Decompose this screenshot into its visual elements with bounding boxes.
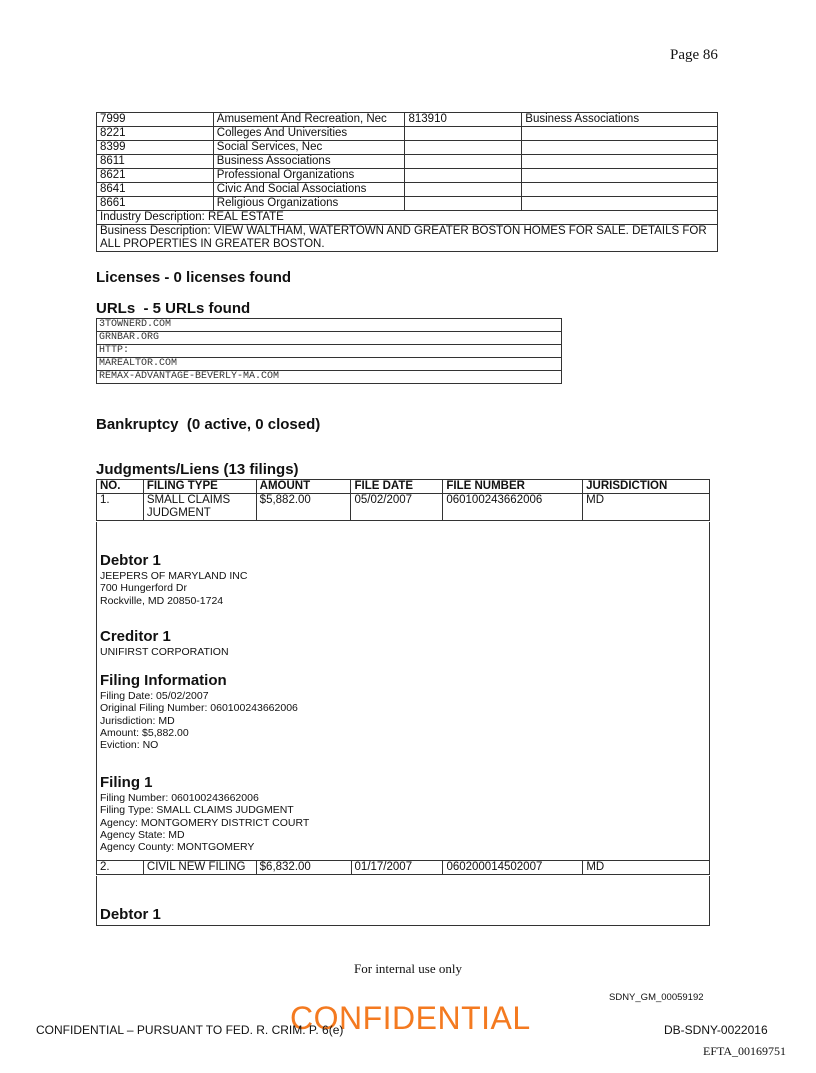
judgments-heading: Judgments/Liens (13 filings) — [96, 461, 299, 478]
table-cell: 1. — [97, 494, 144, 521]
table-cell: 01/17/2007 — [351, 861, 443, 875]
filing-heading: Filing 1 — [100, 774, 153, 791]
table-cell: 7999 — [97, 113, 214, 127]
page-number: Page 86 — [670, 47, 718, 63]
table-cell: 8661 — [97, 197, 214, 211]
table-cell: 8221 — [97, 127, 214, 141]
creditor-heading: Creditor 1 — [100, 628, 171, 645]
table-cell — [522, 183, 718, 197]
filing-information-heading: Filing Information — [100, 672, 227, 689]
table-cell: Amusement And Recreation, Nec — [213, 113, 405, 127]
filing-info-line: Jurisdiction: MD — [100, 714, 175, 727]
url-cell: HTTP: — [97, 345, 562, 358]
table-cell: Colleges And Universities — [213, 127, 405, 141]
table-cell — [405, 155, 522, 169]
url-cell: REMAX-ADVANTAGE-BEVERLY-MA.COM — [97, 371, 562, 384]
filing-line: Agency: MONTGOMERY DISTRICT COURT — [100, 816, 310, 829]
table-cell: 8399 — [97, 141, 214, 155]
licenses-heading: Licenses - 0 licenses found — [96, 269, 292, 286]
filing-info-line: Eviction: NO — [100, 739, 159, 752]
table-cell: 8641 — [97, 183, 214, 197]
column-header: FILING TYPE — [143, 480, 256, 494]
filing-line: Filing Number: 060100243662006 — [100, 792, 259, 804]
filing-line: Agency County: MONTGOMERY — [100, 841, 255, 854]
table-row — [97, 169, 718, 183]
table-cell — [522, 141, 718, 155]
business-description: Business Description: VIEW WALTHAM, WATERTOWN AND GREATER BOSTON HOMES FOR SALE. DETAILS FOR ALL PROPERTIES IN GREATER BOSTON. — [97, 225, 718, 252]
table-row — [97, 197, 718, 211]
table-cell — [405, 141, 522, 155]
table-cell: $5,882.00 — [256, 494, 351, 521]
table-cell: CIVIL NEW FILING — [143, 861, 256, 875]
table-cell — [522, 127, 718, 141]
table-cell: $6,832.00 — [256, 861, 351, 875]
table-cell: Business Associations — [213, 155, 405, 169]
table-cell: 060200014502007 — [443, 861, 583, 875]
table-cell — [522, 155, 718, 169]
debtor-heading: Debtor 1 — [100, 552, 161, 569]
table-row — [97, 127, 718, 141]
column-header: NO. — [97, 480, 144, 494]
debtor-line: Rockville, MD 20850-1724 — [100, 594, 224, 607]
filing-info-line: Amount: $5,882.00 — [100, 726, 189, 739]
filing-info-line: Original Filing Number: 060100243662006 — [100, 702, 298, 715]
url-cell: 3TOWNERD.COM — [97, 319, 562, 332]
url-cell: GRNBAR.ORG — [97, 332, 562, 345]
efta-number: EFTA_00169751 — [703, 1044, 787, 1058]
industry-codes-table — [96, 112, 718, 252]
filing-line: Agency State: MD — [100, 828, 185, 841]
table-row — [97, 141, 718, 155]
table-cell: Professional Organizations — [213, 169, 405, 183]
table-cell: 813910 — [405, 113, 522, 127]
judgment-1-details — [96, 522, 710, 861]
confidential-notice: CONFIDENTIAL – PURSUANT TO FED. R. CRIM. P. 6(e) — [36, 1023, 344, 1037]
table-cell: Religious Organizations — [213, 197, 405, 211]
url-row — [97, 319, 562, 332]
creditor-line: UNIFIRST CORPORATION — [100, 646, 229, 658]
judgments-table-continued — [96, 860, 710, 875]
table-cell — [522, 197, 718, 211]
url-row — [97, 371, 562, 384]
table-row — [97, 861, 710, 875]
table-cell — [405, 127, 522, 141]
table-cell: Civic And Social Associations — [213, 183, 405, 197]
table-cell: 2. — [97, 861, 144, 875]
url-row — [97, 345, 562, 358]
bankruptcy-heading: Bankruptcy (0 active, 0 closed) — [96, 416, 321, 433]
filing-info-line: Filing Date: 05/02/2007 — [100, 690, 209, 702]
table-cell: MD — [583, 494, 710, 521]
industry-description: Industry Description: REAL ESTATE — [97, 211, 718, 225]
column-header: AMOUNT — [256, 480, 351, 494]
table-cell: 8611 — [97, 155, 214, 169]
urls-heading: URLs - 5 URLs found — [96, 300, 251, 317]
urls-table — [96, 318, 562, 384]
table-cell — [405, 169, 522, 183]
table-cell: Business Associations — [522, 113, 718, 127]
table-cell: MD — [583, 861, 710, 875]
internal-use-note: For internal use only — [354, 961, 462, 976]
table-cell: Social Services, Nec — [213, 141, 405, 155]
judgment-2-details — [96, 876, 710, 926]
url-cell: MAREALTOR.COM — [97, 358, 562, 371]
column-header: JURISDICTION — [583, 480, 710, 494]
confidential-stamp: CONFIDENTIAL — [290, 1000, 531, 1036]
url-row — [97, 358, 562, 371]
table-row — [97, 155, 718, 169]
table-row — [97, 183, 718, 197]
filing-line: Filing Type: SMALL CLAIMS JUDGMENT — [100, 804, 294, 817]
url-row — [97, 332, 562, 345]
column-header: FILE NUMBER — [443, 480, 583, 494]
table-cell — [405, 197, 522, 211]
table-cell: 05/02/2007 — [351, 494, 443, 521]
debtor-heading: Debtor 1 — [100, 906, 161, 923]
table-row — [97, 494, 710, 521]
table-row — [97, 113, 718, 127]
table-cell — [405, 183, 522, 197]
document-id: DB-SDNY-0022016 — [664, 1023, 768, 1037]
debtor-line: JEEPERS OF MARYLAND INC — [100, 570, 248, 582]
table-cell: 060100243662006 — [443, 494, 583, 521]
table-cell: 8621 — [97, 169, 214, 183]
bates-number: SDNY_GM_00059192 — [609, 992, 704, 1003]
column-header: FILE DATE — [351, 480, 443, 494]
table-cell — [522, 169, 718, 183]
debtor-line: 700 Hungerford Dr — [100, 582, 187, 595]
judgments-table — [96, 479, 710, 521]
table-cell: SMALL CLAIMS JUDGMENT — [143, 494, 256, 521]
